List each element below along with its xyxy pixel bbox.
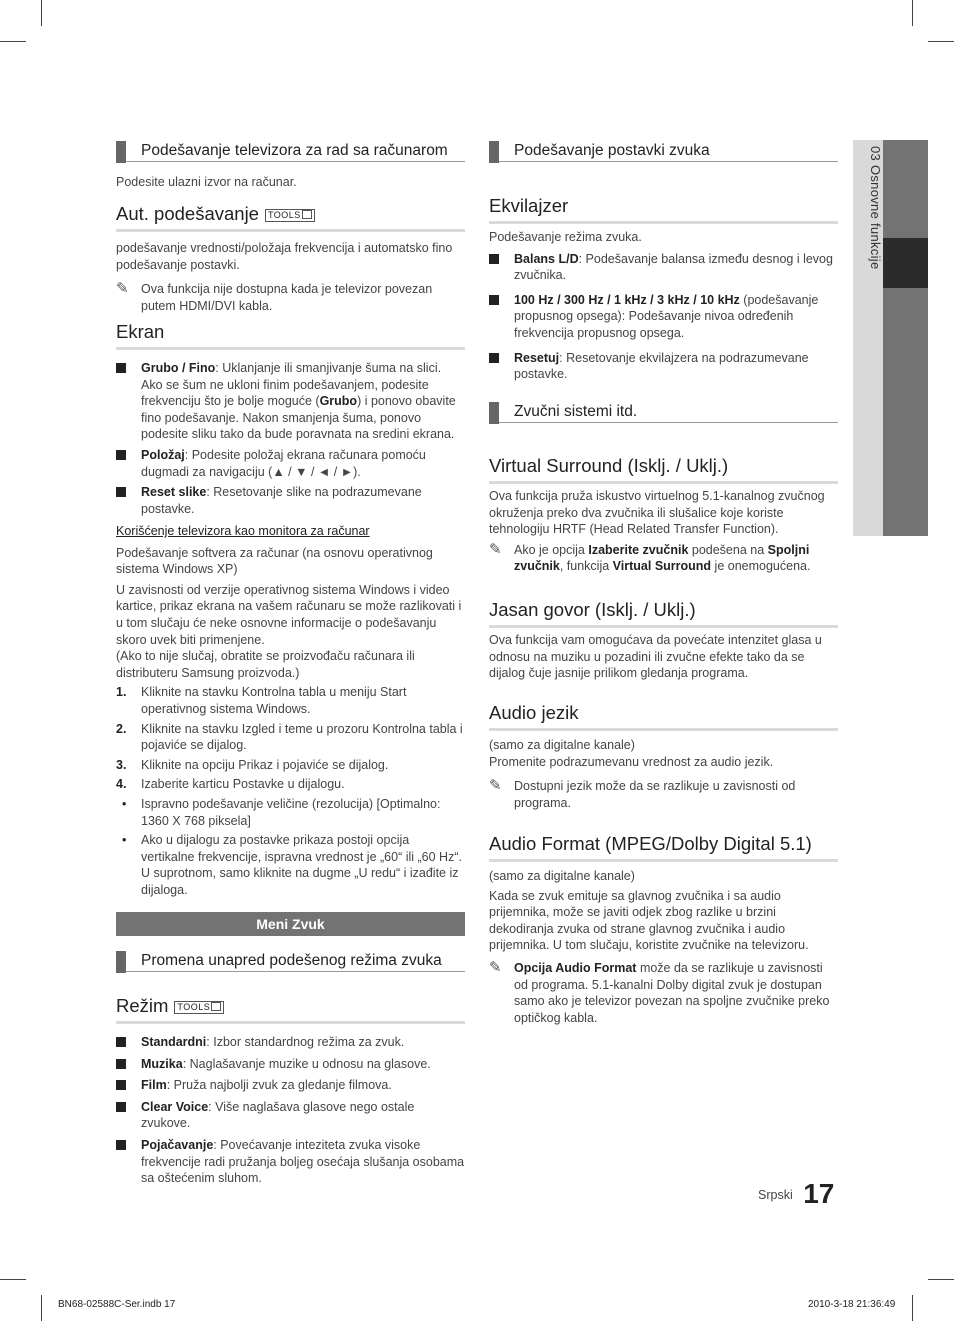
heading-virtual-surround: Virtual Surround (Isklj. / Uklj.) <box>489 455 838 484</box>
note: ✎ Dostupni jezik može da se razlikuje u zavisnosti od programa. <box>489 777 796 810</box>
note: ✎ Ako je opcija Izaberite zvučnik podešena na Spoljni zvučnik, funkcija Virtual Surround je onemogućena. <box>489 540 811 574</box>
pencil-note-icon: ✎ <box>489 958 502 976</box>
equalizer-intro: Podešavanje režima zvuka. <box>489 230 642 244</box>
bullet-item: 100 Hz / 300 Hz / 1 kHz / 3 kHz / 10 kHz (podešavanje propusnog opsega): Podešavanje nivoa određenih frekvencija propusnog opsega. <box>489 292 838 342</box>
square-bullet-icon <box>489 254 499 264</box>
monitor-text: Podešavanje softvera za računar (na osnovu operativnog sistema Windows XP) <box>116 545 433 577</box>
section-sound-settings <box>489 140 838 162</box>
tools-icon: TOOLS <box>174 1001 224 1014</box>
square-bullet-icon <box>116 363 126 373</box>
crop-mark <box>928 1279 954 1280</box>
chapter-tab-dark <box>883 140 928 536</box>
dot-bullet-icon: • <box>122 796 127 811</box>
section-clear-voice <box>489 599 838 682</box>
audio-language-text: Promenite podrazumevanu vrednost za audio jezik. <box>489 754 774 769</box>
dot-bullet-item: • Ispravno podešavanje veličine (rezolucija) [Optimalno: 1360 X 768 piksela] <box>122 796 441 828</box>
crop-mark <box>912 1295 913 1321</box>
subheading: Promena unapred podešenog režima zvuka <box>116 950 465 972</box>
heading-audio-format: Audio Format (MPEG/Dolby Digital 5.1) <box>489 833 838 862</box>
section-audio-format <box>489 833 838 1026</box>
section-auto-adjust <box>116 203 465 314</box>
subheading: Podešavanje postavki zvuka <box>489 140 838 162</box>
bullet-item: Balans L/D: Podešavanje balansa između desnog i levog zvučnika. <box>489 251 838 284</box>
heading-screen: Ekran <box>116 321 465 350</box>
page-footer <box>758 1178 834 1210</box>
section-virtual-surround <box>489 455 838 575</box>
numbered-step: 3. Kliknite na opciju Prikaz i pojaviće se dijalog. <box>116 757 389 772</box>
section-monitor <box>116 523 465 898</box>
subheading: Zvučni sistemi itd. <box>489 401 838 423</box>
square-bullet-icon <box>489 353 499 363</box>
chapter-tab-label: 03 Osnovne funkcije <box>868 146 883 270</box>
section-equalizer <box>489 195 838 383</box>
section-audio-language <box>489 702 838 811</box>
crop-mark <box>41 1295 42 1321</box>
audio-language-sub: (samo za digitalne kanale) <box>489 738 635 752</box>
page-number: 17 <box>803 1178 835 1209</box>
crop-mark <box>0 1279 26 1280</box>
virtual-surround-text: Ova funkcija pruža iskustvo virtuelnog 5.1-kanalnog zvučnog okruženja preko dva zvučnika ili slušalice koje koriste tehnologiju HRTF (Head Related Transfer Function). <box>489 489 825 537</box>
section-sound-menu <box>116 912 465 936</box>
print-file-info: BN68-02588C-Ser.indb 17 <box>58 1299 176 1310</box>
sound-menu-banner: Meni Zvuk <box>116 912 465 936</box>
monitor-text: (Ako to nije slučaj, obratite se proizvođaču računara ili distributeru Samsung proizvoda.) <box>116 649 415 680</box>
bullet-item: Pojačavanje: Povećavanje inteziteta zvuka visoke frekvencije radi pružanja boljeg osećaja slušanja osobama sa oštećenim sluhom. <box>116 1137 465 1187</box>
heading-equalizer: Ekvilajzer <box>489 195 838 224</box>
bullet-item: Clear Voice: Više naglašava glasove nego ostale zvukove. <box>116 1099 465 1132</box>
bullet-item: Film: Pruža najbolji zvuk za gledanje filmova. <box>116 1077 465 1094</box>
bullet-item: Grubo / Fino: Uklanjanje ili smanjivanje šuma na slici. Ako se šum ne ukloni finim podešavanjem, podesite frekvenciju što je bolje moguće (Grubo) i ponovo obavite fino podešavanje. Nakon smanjenja šuma, ponovo podesite sliku tako da bude poravnata na sredini ekrana. <box>116 360 465 443</box>
heading-mode: Režim TOOLS <box>116 995 465 1024</box>
square-bullet-icon <box>116 1102 126 1112</box>
heading-auto-adjust: Aut. podešavanje TOOLS <box>116 203 465 232</box>
language-label: Srpski <box>758 1188 793 1202</box>
square-bullet-icon <box>489 295 499 305</box>
heading-audio-language: Audio jezik <box>489 702 838 731</box>
heading-clear-voice: Jasan govor (Isklj. / Uklj.) <box>489 599 838 628</box>
numbered-step: 1. Kliknite na stavku Kontrolna tabla u meniju Start operativnog sistema Windows. <box>116 685 407 716</box>
audio-format-text: Kada se zvuk emituje sa glavnog zvučnika i sa audio prijemnika, može se javiti odjek zbog razlike u brzini dekodiranja zvuka od strane glavnog zvučnika i audio prijemnika. U tom slučaju, koristite zvučnike na televizoru. <box>489 888 809 953</box>
pencil-note-icon: ✎ <box>489 540 502 558</box>
crop-mark <box>928 41 954 42</box>
section-mode <box>116 995 465 1187</box>
section-screen <box>116 321 465 517</box>
dot-bullet-item: • Ako u dijalogu za postavke prikaza postoji opcija vertikalne frekvencije, ispravna vrednost je „60“ ili „60 Hz“. U suprotnom, samo kliknite na dugme „U redu“ i izađite iz dijaloga. <box>122 833 462 897</box>
auto-adjust-text: podešavanje vrednosti/položaja frekvencija i automatsko fino podešavanje postavki. <box>116 241 453 272</box>
bullet-item: Muzika: Naglašavanje muzike u odnosu na glasove. <box>116 1056 465 1073</box>
section-pc-setup <box>116 140 465 191</box>
bullet-item: Standardni: Izbor standardnog režima za zvuk. <box>116 1034 465 1051</box>
audio-format-sub: (samo za digitalne kanale) <box>489 869 635 883</box>
section-sound-systems <box>489 401 838 423</box>
note: ✎ Ova funkcija nije dostupna kada je televizor povezan putem HDMI/DVI kabla. <box>116 280 433 313</box>
dot-bullet-icon: • <box>122 833 127 848</box>
square-bullet-icon <box>116 487 126 497</box>
note: ✎ Opcija Audio Format može da se razlikuje u zavisnosti od programa. 5.1-kanalni Dolby digital zvuk je dostupan samo ako je televizor povezan na spoljne zvučnike preko optičkog kabla. <box>489 958 830 1025</box>
pencil-note-icon: ✎ <box>489 777 502 795</box>
square-bullet-icon <box>116 1037 126 1047</box>
section-sound-preset <box>116 950 465 972</box>
bullet-item: Reset slike: Resetovanje slike na podrazumevane postavke. <box>116 484 465 517</box>
crop-mark <box>41 0 42 26</box>
print-date-info: 2010-3-18 21:36:49 <box>808 1299 896 1310</box>
clear-voice-text: Ova funkcija vam omogućava da povećate intenzitet glasa u odnosu na muziku u pozadini ili zvučne efekte tako da se dijalog čuje jasnije prilikom gledanja programa. <box>489 633 822 681</box>
bullet-item: Položaj: Podesite položaj ekrana računara pomoću dugmadi za navigaciju (▲ / ▼ / ◄ / ►). <box>116 447 465 480</box>
square-bullet-icon <box>116 1140 126 1150</box>
monitor-text: U zavisnosti od verzije operativnog sistema Windows i video kartice, prikaz ekrana na vašem računaru se može razlikovati i u tom slučaju će neke osnovne informacije o podešavanju skoro uvek biti primenjene. <box>116 582 462 647</box>
tools-icon: TOOLS <box>265 209 315 222</box>
square-bullet-icon <box>116 1059 126 1069</box>
monitor-heading: Korišćenje televizora kao monitora za računar <box>116 524 370 538</box>
bullet-item: Resetuj: Resetovanje ekvilajzera na podrazumevane postavke. <box>489 350 838 383</box>
numbered-step: 2. Kliknite na stavku Izgled i teme u prozoru Kontrolna tabla i pojaviće se dijalog. <box>116 721 463 753</box>
pencil-note-icon: ✎ <box>116 280 129 298</box>
crop-mark <box>912 0 913 26</box>
square-bullet-icon <box>116 1080 126 1090</box>
numbered-step: 4. Izaberite karticu Postavke u dijalogu. <box>116 777 345 792</box>
square-bullet-icon <box>116 450 126 460</box>
subheading: Podešavanje televizora za rad sa računarom <box>116 140 465 162</box>
crop-mark <box>0 41 26 42</box>
intro-text: Podesite ulazni izvor na računar. <box>116 175 297 189</box>
chapter-tab-marker <box>883 238 928 288</box>
